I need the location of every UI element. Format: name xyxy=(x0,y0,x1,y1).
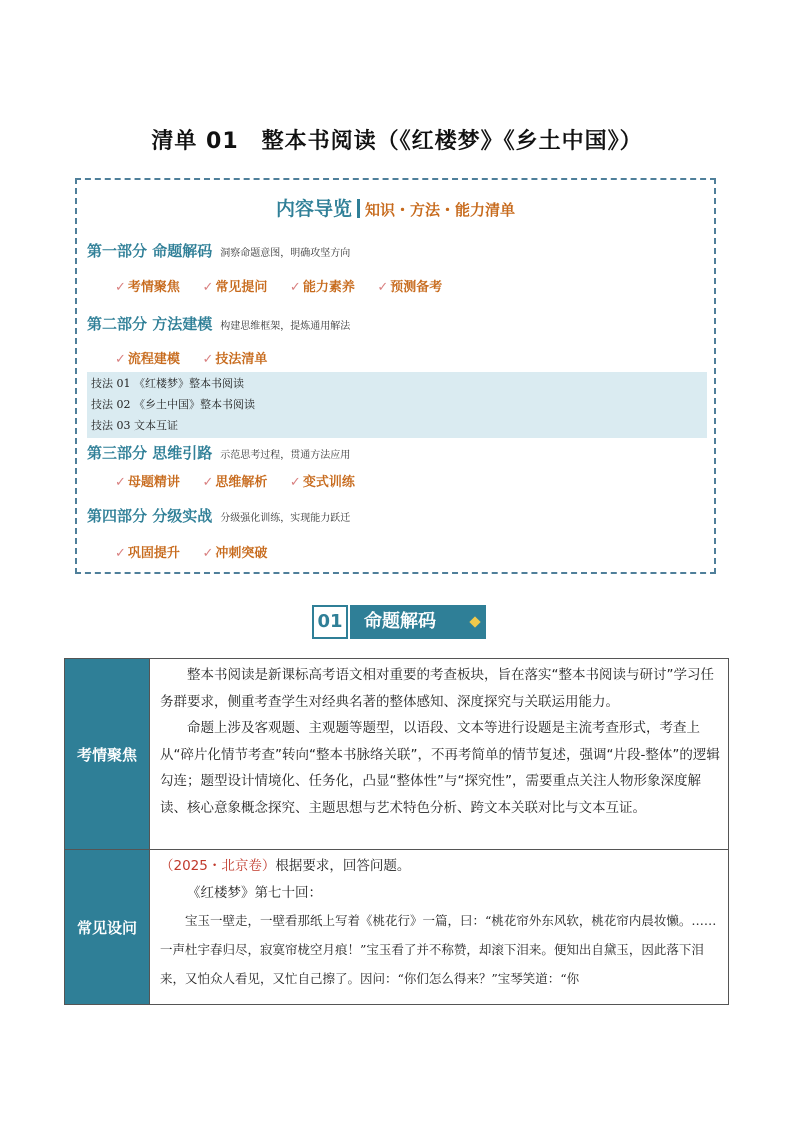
book-chapter: 《红楼梦》第七十回： xyxy=(187,884,322,901)
check-icon: ✓ xyxy=(202,546,214,561)
part-1 xyxy=(87,240,350,261)
part-desc: 示范思考过程，贯通方法应用 xyxy=(220,450,351,461)
part-4 xyxy=(87,505,350,526)
chip: ✓ 母题精讲 xyxy=(115,475,180,490)
part-title: 第四部分 分级实战 xyxy=(87,507,213,525)
question-line xyxy=(160,853,720,880)
part-3 xyxy=(87,442,350,463)
chip: ✓ 变式训练 xyxy=(289,475,355,490)
section-banner xyxy=(312,605,486,639)
section-number: 01 xyxy=(312,605,348,639)
diamond-icon xyxy=(469,616,480,627)
chip: ✓ 技法清单 xyxy=(202,352,268,367)
technique-item: 技法 01 《红楼梦》整本书阅读 xyxy=(91,377,244,390)
check-icon: ✓ xyxy=(202,280,214,295)
chip: ✓ 冲刺突破 xyxy=(202,546,268,561)
overview-heading-sub: 知识・方法・能力清单 xyxy=(365,201,516,219)
part-2-chips xyxy=(115,348,285,367)
chip: ✓ 能力素养 xyxy=(289,280,355,295)
chip: ✓ 预测备考 xyxy=(377,280,443,295)
technique-item: 技法 03 文本互证 xyxy=(91,419,178,432)
exam-source: （2025・北京卷） xyxy=(160,858,276,874)
part-title: 第三部分 思维引路 xyxy=(87,444,213,462)
chip: ✓ 流程建模 xyxy=(115,352,180,367)
content-overview-box xyxy=(75,178,716,574)
check-icon: ✓ xyxy=(115,280,126,295)
overview-heading xyxy=(77,194,714,221)
table-row xyxy=(65,659,729,850)
part-desc: 分级强化训练，实现能力跃迁 xyxy=(220,513,351,524)
check-icon: ✓ xyxy=(115,352,126,367)
check-icon: ✓ xyxy=(202,475,214,490)
part-2 xyxy=(87,313,350,334)
techniques-box xyxy=(87,372,707,438)
row-content xyxy=(150,659,729,850)
chip: ✓ 考情聚焦 xyxy=(115,280,180,295)
row-content xyxy=(150,850,729,1005)
table-row xyxy=(65,850,729,1005)
part-4-chips xyxy=(115,542,285,561)
part-title: 第二部分 方法建模 xyxy=(87,315,213,333)
chip: ✓ 思维解析 xyxy=(202,475,268,490)
page-title: 清单 01 整本书阅读（《红楼梦》《乡土中国》） xyxy=(151,129,643,154)
chip: ✓ 常见提问 xyxy=(202,280,268,295)
check-icon: ✓ xyxy=(377,280,389,295)
check-icon: ✓ xyxy=(115,475,126,490)
check-icon: ✓ xyxy=(289,280,301,295)
part-title: 第一部分 命题解码 xyxy=(87,242,213,260)
part-desc: 构建思维框架，提炼通用解法 xyxy=(220,321,351,332)
part-3-chips xyxy=(115,471,373,490)
paragraph: 整本书阅读是新课标高考语文相对重要的考查板块，旨在落实“整本书阅读与研讨”学习任务群要求，侧重考查学生对经典名著的整体感知、深度探究与关联运用能力。 xyxy=(160,667,714,710)
chip: ✓ 巩固提升 xyxy=(115,546,180,561)
check-icon: ✓ xyxy=(289,475,301,490)
info-table xyxy=(64,658,729,1005)
row-label: 常见设问 xyxy=(65,850,150,1005)
quote-text: 宝玉一壁走，一壁看那纸上写着《桃花行》一篇，曰：“桃花帘外东风软，桃花帘内晨妆懒。……一声杜宇春归尽，寂寞帘栊空月痕！”宝玉看了并不称赞，却滚下泪来。便知出自黛玉，因此落下泪来，又怕众人看见，又忙自己擦了。因问：“你们怎么得来？”宝琴笑道：“你 xyxy=(160,913,717,986)
check-icon: ✓ xyxy=(115,546,126,561)
check-icon: ✓ xyxy=(202,352,214,367)
heading-divider xyxy=(357,199,360,218)
paragraph: 命题上涉及客观题、主观题等题型，以语段、文本等进行设题是主流考查形式，考查上从“碎片化情节考查”转向“整本书脉络关联”，不再考简单的情节复述，强调“片段-整体”的逻辑勾连；题型设计情境化、任务化，凸显“整体性”与“探究性”，需要重点关注人物形象深度解读、核心意象概念探究、主题思想与艺术特色分析、跨文本关联对比与文本互证。 xyxy=(160,720,720,816)
row-label: 考情聚焦 xyxy=(65,659,150,850)
technique-item: 技法 02 《乡土中国》整本书阅读 xyxy=(91,398,255,411)
part-1-chips xyxy=(115,276,460,295)
overview-heading-main: 内容导览 xyxy=(275,198,352,220)
section-label: 命题解码 xyxy=(350,605,486,639)
part-desc: 洞察命题意图，明确攻坚方向 xyxy=(220,248,351,259)
question-prompt: 根据要求，回答问题。 xyxy=(275,858,411,874)
